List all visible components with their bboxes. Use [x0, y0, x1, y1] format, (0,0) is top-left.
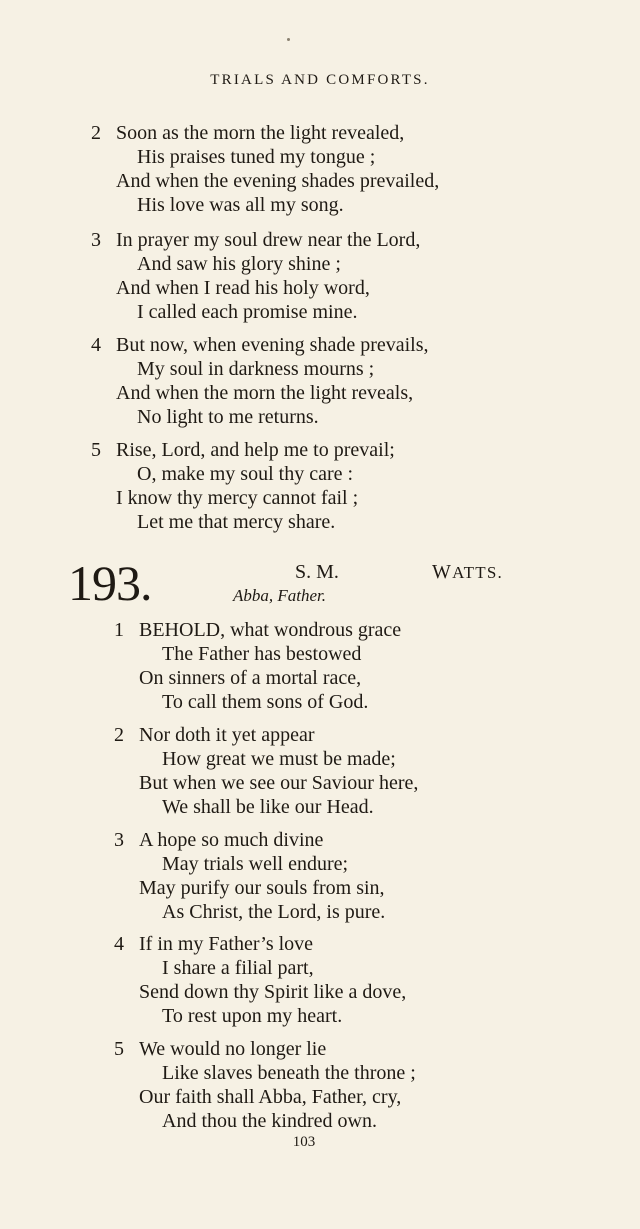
stanza-number: 1 [114, 619, 124, 641]
verse-line: And when the evening shades prevailed, [116, 170, 440, 192]
ink-speck [287, 38, 290, 41]
verse-line: Rise, Lord, and help me to prevail; [116, 439, 395, 461]
verse-line: If in my Father’s love [139, 933, 314, 955]
stanza-number: 2 [114, 724, 124, 746]
author-initial: W [432, 561, 453, 583]
verse-line: May trials well endure; [162, 853, 349, 875]
verse-line: The Father has bestowed [162, 643, 362, 665]
verse-line: His praises tuned my tongue ; [137, 146, 376, 168]
stanza-number: 5 [91, 439, 101, 461]
verse-line: We would no longer lie [139, 1038, 327, 1060]
verse-line: BEHOLD, what wondrous grace [139, 619, 402, 641]
verse-line: Like slaves beneath the throne ; [162, 1062, 416, 1084]
verse-line: Soon as the morn the light revealed, [116, 122, 405, 144]
verse-line: I know thy mercy cannot fail ; [116, 487, 359, 509]
verse-line: Let me that mercy share. [137, 511, 336, 533]
verse-line: May purify our souls from sin, [139, 877, 385, 899]
verse-line: On sinners of a mortal race, [139, 667, 362, 689]
verse-line: And saw his glory shine ; [137, 253, 341, 275]
hymn-meter: S. M. [295, 561, 339, 583]
verse-line: Send down thy Spirit like a dove, [139, 981, 407, 1003]
stanza-number: 2 [91, 122, 101, 144]
verse-line: I called each promise mine. [137, 301, 358, 323]
verse-line: But when we see our Saviour here, [139, 772, 419, 794]
stanza-number: 4 [91, 334, 101, 356]
stanza-number: 4 [114, 933, 124, 955]
verse-line: We shall be like our Head. [162, 796, 374, 818]
author-rest: ATTS. [452, 563, 503, 582]
verse-line: My soul in darkness mourns ; [137, 358, 375, 380]
verse-line: To call them sons of God. [162, 691, 369, 713]
verse-line: I share a filial part, [162, 957, 314, 979]
verse-line: Nor doth it yet appear [139, 724, 315, 746]
stanza-number: 3 [91, 229, 101, 251]
verse-line: His love was all my song. [137, 194, 344, 216]
running-head: TRIALS AND COMFORTS. [210, 72, 430, 88]
verse-line: No light to me returns. [137, 406, 319, 428]
verse-line: But now, when evening shade prevails, [116, 334, 429, 356]
verse-line: Our faith shall Abba, Father, cry, [139, 1086, 402, 1108]
verse-line: A hope so much divine [139, 829, 324, 851]
hymn-subtitle: Abba, Father. [233, 586, 327, 605]
verse-line: O, make my soul thy care : [137, 463, 354, 485]
verse-line: And thou the kindred own. [162, 1110, 377, 1132]
verse-line: To rest upon my heart. [162, 1005, 343, 1027]
page-number: 103 [292, 1134, 316, 1150]
verse-line: And when the morn the light reveals, [116, 382, 414, 404]
verse-line: As Christ, the Lord, is pure. [162, 901, 386, 923]
verse-line: And when I read his holy word, [116, 277, 370, 299]
stanza-number: 3 [114, 829, 124, 851]
hymn-number: 193. [68, 555, 152, 611]
verse-line: In prayer my soul drew near the Lord, [116, 229, 421, 251]
hymn-author [432, 560, 503, 585]
stanza-number: 5 [114, 1038, 124, 1060]
verse-line: How great we must be made; [162, 748, 396, 770]
